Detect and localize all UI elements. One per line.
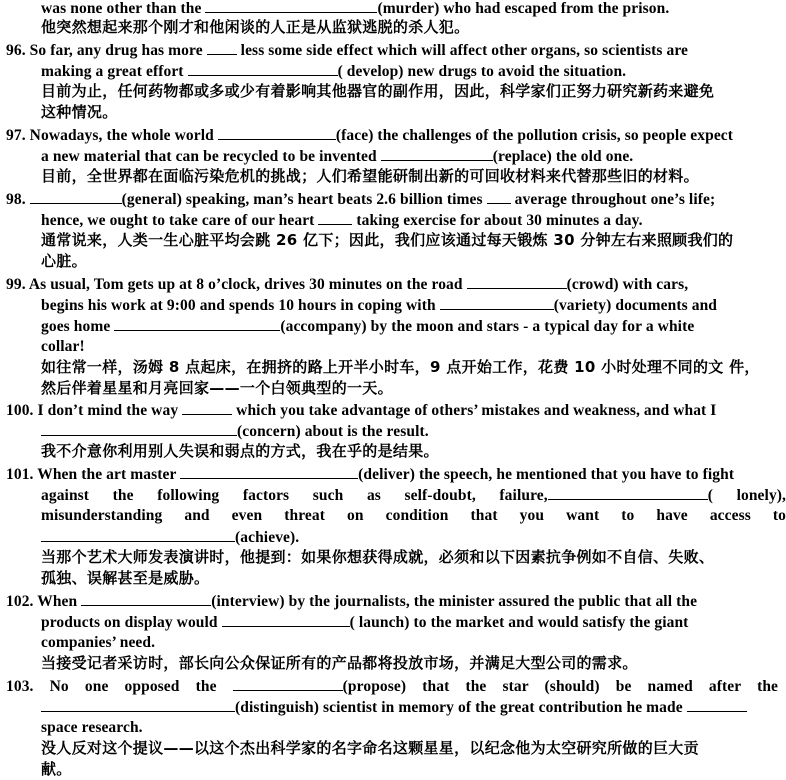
text-segment: (achieve). (235, 529, 300, 546)
text-segment: (replace) the old one. (492, 148, 634, 165)
blank-propose-gap[interactable] (233, 675, 343, 691)
text-segment: after (708, 678, 741, 695)
text-segment: opposed (124, 678, 180, 695)
text-segment: making a great effort (41, 63, 184, 80)
text-segment: threat (284, 507, 325, 524)
q100-line1 (0, 399, 786, 420)
question-number: 99. (6, 276, 26, 293)
text-segment: (murder) who had escaped from the prison. (377, 0, 670, 17)
text-segment: Nowadays, the whole world (29, 127, 214, 144)
text-segment: to (772, 507, 786, 524)
text-segment: on (347, 507, 364, 524)
text-segment: misunderstanding (41, 507, 163, 524)
text-segment: (face) the challenges of the pollution crisis, so people expect (335, 127, 734, 144)
text-segment: which you take advantage of others’ mistakes and weakness, and what I (236, 402, 717, 419)
q102-line3: companies’ need. (41, 634, 156, 651)
text-segment: following (157, 487, 220, 504)
q102-translation: 当接受记者采访时，部长向公众保证所有的产品都将投放市场，并满足大型公司的需求。 (41, 654, 638, 672)
blank-murder[interactable] (205, 0, 377, 13)
q101-line4 (0, 526, 786, 547)
text-segment: self-doubt, (404, 487, 476, 504)
blank-face[interactable] (218, 124, 336, 140)
text-segment: be (615, 678, 632, 695)
q99-line3 (0, 315, 786, 336)
text-segment: one (84, 678, 109, 695)
text-segment: to (621, 507, 635, 524)
text-segment: even (231, 507, 263, 524)
blank-distinguish[interactable] (41, 696, 235, 712)
question-number: 101. (6, 466, 34, 483)
text-segment: (interview) by the journalists, the minister assured the public that all the (211, 593, 698, 610)
text-segment: star (502, 678, 529, 695)
text-segment: When the art master (37, 466, 177, 483)
q99-line1 (0, 273, 786, 294)
text-segment: products on display would (41, 614, 218, 631)
question-number: 98. (6, 191, 26, 208)
text-segment: the (757, 678, 779, 695)
text-segment: have (656, 507, 688, 524)
q99-line4: collar! (41, 338, 85, 355)
text-segment: was none other than the (41, 0, 202, 17)
q103-line3: space research. (41, 719, 143, 736)
text-segment: that (470, 507, 498, 524)
text-segment: (concern) about is the result. (237, 423, 429, 440)
text-segment: want (566, 507, 600, 524)
text-segment: such (312, 487, 344, 504)
text-segment: (variety) documents and (553, 297, 718, 314)
blank-lonely[interactable] (548, 484, 708, 500)
q101-line2 (0, 484, 786, 505)
q102-line2 (0, 611, 786, 632)
blank-achieve[interactable] (41, 526, 235, 542)
q99-translation-1: 如往常一样，汤姆 8 点起床，在拥挤的路上开半小时车，9 点开始工作，花费 10 小时处理不同的文 件， (41, 358, 760, 376)
text-segment: average throughout one’s life; (514, 191, 716, 208)
q96-line1 (0, 39, 786, 60)
question-number: 103. (6, 678, 34, 695)
q96-translation-2: 这种情况。 (41, 103, 118, 121)
q99-line2 (0, 294, 786, 315)
q101-line1 (0, 463, 786, 484)
text-segment: I don’t mind the way (37, 402, 179, 419)
text-segment: named (647, 678, 693, 695)
q97-translation: 目前，全世界都在面临污染危机的挑战；人们希望能研制出新的可回收材料来代替那些旧的材料。 (41, 167, 699, 185)
blank-crowd[interactable] (467, 273, 567, 289)
q95-line1 (0, 0, 786, 18)
text-segment: hence, we ought to take care of our heart (41, 212, 315, 229)
q102-line1 (0, 590, 786, 611)
text-segment: taking exercise for about 30 minutes a day. (356, 212, 643, 229)
text-segment: failure, (499, 487, 548, 504)
text-segment: access (709, 507, 751, 524)
blank-100a[interactable] (182, 399, 232, 415)
text-segment: against (41, 487, 90, 504)
q96-line2 (0, 60, 786, 81)
q101-translation-1: 当那个艺术大师发表演讲时，他提到：如果你想获得成就，必须和以下因素抗争例如不自信、失败、 (41, 548, 715, 566)
blank-103c[interactable] (687, 696, 747, 712)
text-segment: condition (385, 507, 449, 524)
text-segment: (deliver) the speech, he mentioned that you have to fight (358, 466, 735, 483)
q95-translation: 他突然想起来那个刚才和他闲谈的人正是从监狱逃脱的杀人犯。 (41, 18, 470, 36)
q98-translation-2: 心脏。 (41, 252, 87, 270)
q98-line1 (0, 188, 786, 209)
text-segment: factors (242, 487, 290, 504)
text-segment: the (465, 678, 487, 695)
q97-line1 (0, 124, 786, 145)
text-segment: ( lonely), (707, 487, 786, 504)
text-segment: goes home (41, 318, 111, 335)
text-segment: ( develop) new drugs to avoid the situation. (337, 63, 627, 80)
q98-translation-1: 通常说来，人类一生心脏平均会跳 26 亿下；因此，我们应该通过每天锻炼 30 分钟左右来照顾我们的 (41, 231, 734, 249)
blank-interview[interactable] (81, 590, 211, 606)
q96-translation-1: 目前为止，任何药物都或多或少有着影响其他器官的副作用，因此，科学家们正努力研究新药来避免 (41, 82, 715, 100)
q97-line2 (0, 145, 786, 166)
text-segment: a new material that can be recycled to be invented (41, 148, 377, 165)
blank-replace[interactable] (381, 145, 493, 161)
question-number: 97. (6, 127, 26, 144)
blank-develop[interactable] (188, 60, 338, 76)
text-segment: the (195, 678, 217, 695)
text-segment: (crowd) with cars, (566, 276, 689, 293)
text-segment: When (37, 593, 78, 610)
text-segment: (general) speaking, man’s heart beats 2.6 billion times (121, 191, 483, 208)
text-segment: and (184, 507, 210, 524)
q103-line2 (0, 696, 786, 717)
text-segment: ( launch) to the market and would satisfy the giant (349, 614, 689, 631)
q100-line2 (0, 420, 786, 441)
text-segment: (distinguish) scientist in memory of the great contribution he made (235, 699, 683, 716)
text-segment: So far, any drug has more (29, 42, 203, 59)
q101-line3 (0, 505, 786, 526)
text-segment: the (112, 487, 134, 504)
q100-translation: 我不介意你利用别人失误和弱点的方式，我在乎的是结果。 (41, 442, 439, 460)
blank-98c[interactable] (318, 209, 352, 225)
blank-98b[interactable] (487, 188, 511, 204)
text-segment: As usual, Tom gets up at 8 o’clock, drives 30 minutes on the road (28, 276, 463, 293)
text-segment: (should) (544, 678, 600, 695)
q101-translation-2: 孤独、误解甚至是威胁。 (41, 569, 210, 587)
q103-translation-1: 没人反对这个提议——以这个杰出科学家的名字命名这颗星星，以纪念他为太空研究所做的巨大贡 (41, 739, 699, 757)
text-segment: you (519, 507, 545, 524)
text-segment: begins his work at 9:00 and spends 10 hours in coping with (41, 297, 436, 314)
q103-translation-2: 献。 (41, 760, 72, 778)
blank-launch[interactable] (222, 611, 350, 627)
blank-accompany[interactable] (114, 315, 280, 331)
text-segment: No (49, 678, 69, 695)
text-segment: less some side effect which will affect other organs, so scientists are (240, 42, 688, 59)
question-number: 102. (6, 593, 34, 610)
text-segment: (propose) (342, 678, 407, 695)
text-segment: (accompany) by the moon and stars - a typical day for a white (280, 318, 695, 335)
blank-96a[interactable] (207, 39, 237, 55)
q99-translation-2: 然后伴着星星和月亮回家——一个白领典型的一天。 (41, 379, 393, 397)
blank-deliver[interactable] (180, 463, 358, 479)
text-segment: as (366, 487, 381, 504)
blank-concern[interactable] (41, 420, 237, 436)
q103-line1 (0, 675, 786, 696)
blank-variety[interactable] (440, 294, 554, 310)
question-number: 96. (6, 42, 26, 59)
q98-line2 (0, 209, 786, 230)
blank-general[interactable] (30, 188, 122, 204)
question-number: 100. (6, 402, 34, 419)
text-segment: that (422, 678, 450, 695)
